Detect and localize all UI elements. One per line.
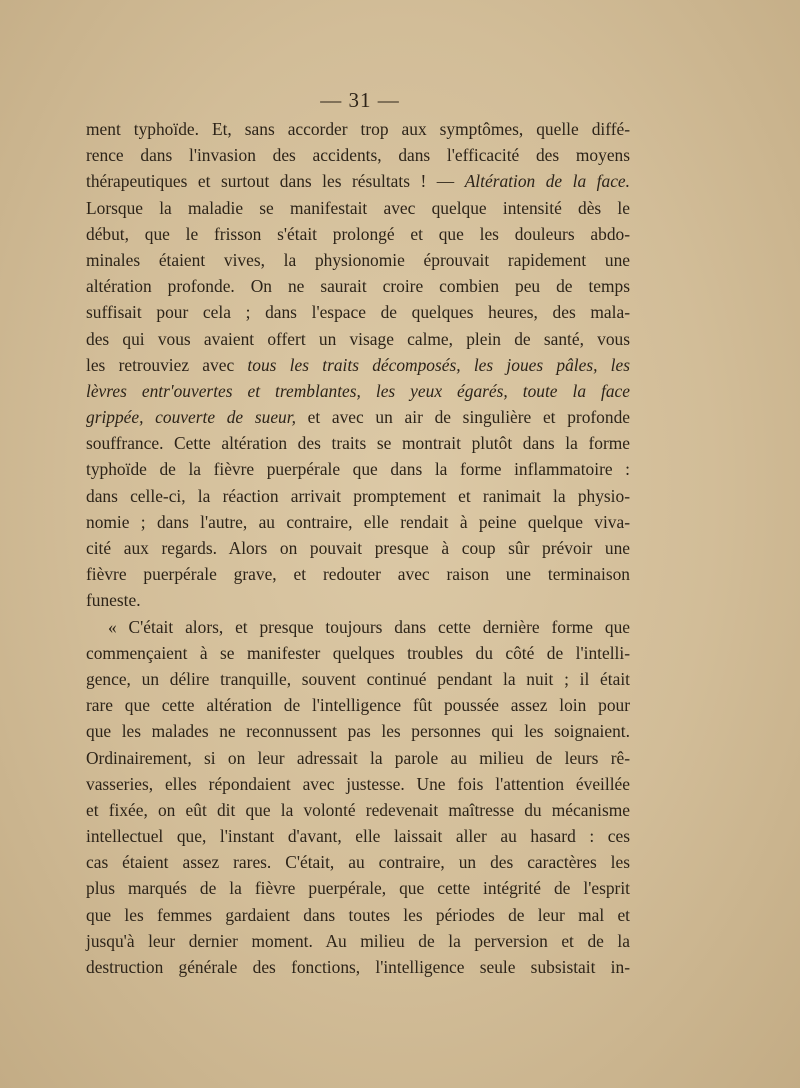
text-run: que les malades ne reconnussent pas les personnes qui les soignaient. [86,721,630,742]
text-run: plus marqués de la fièvre puerpérale, que cette intégrité de l'esprit [86,878,630,899]
text-line [86,954,630,980]
text-line [86,352,630,378]
text-run: souffrance. Cette altération des traits se montrait plutôt dans la forme [86,433,630,454]
text-line [86,823,630,849]
text-line [86,247,630,273]
text-line [86,692,630,718]
text-line [86,928,630,954]
text-run: dans celle-ci, la réaction arrivait promptement et ranimait la physio- [86,485,630,506]
text-line [86,273,630,299]
text-run: commençaient à se manifester quelques troubles du côté de l'intelli- [86,642,630,663]
text-line [86,614,630,640]
text-run: rence dans l'invasion des accidents, dans l'efficacité des moyens [86,145,630,166]
italic-text-run: lèvres entr'ouvertes et tremblantes, les yeux égarés, toute la face [86,380,630,401]
text-run: intellectuel que, l'instant d'avant, elle laissait aller au hasard : ces [86,826,630,847]
text-run: nomie ; dans l'autre, au contraire, elle rendait à peine quelque viva- [86,511,630,532]
text-line [86,902,630,928]
text-line [86,849,630,875]
body-text [86,116,630,980]
text-line [86,142,630,168]
text-run: gence, un délire tranquille, souvent continué pendant la nuit ; il était [86,668,630,689]
text-line [86,561,630,587]
text-line [86,875,630,901]
text-line [86,378,630,404]
text-run: Ordinairement, si on leur adressait la parole au milieu de leurs rê- [86,747,630,768]
text-run: les retrouviez avec [86,354,248,375]
text-line [86,771,630,797]
text-line [86,430,630,456]
text-line [86,535,630,561]
text-run: cas étaient assez rares. C'était, au contraire, un des caractères les [86,852,630,873]
text-line [86,718,630,744]
text-run: et avec un air de singulière et profonde [295,407,630,428]
text-line [86,666,630,692]
italic-text-run: Altération de la face. [464,171,630,192]
text-run: « C'était alors, et presque toujours dans cette dernière forme que [108,616,630,637]
text-run: destruction générale des fonctions, l'intelligence seule subsistait in- [86,957,630,977]
text-run: vasseries, elles répondaient avec justesse. Une fois l'attention éveillée [86,773,630,794]
text-line [86,168,630,194]
text-line [86,456,630,482]
text-run: minales étaient vives, la physionomie éprouvait rapidement une [86,249,630,270]
text-line [86,221,630,247]
text-line [86,195,630,221]
text-run: que les femmes gardaient dans toutes les périodes de leur mal et [86,904,630,925]
text-line [86,404,630,430]
text-run: et fixée, on eût dit que la volonté redevenait maîtresse du mécanisme [86,799,630,820]
text-line [86,116,630,142]
text-run: funeste. [86,590,141,611]
text-line [86,797,630,823]
text-run: rare que cette altération de l'intelligence fût poussée assez loin pour [86,695,630,716]
italic-text-run: grippée, couverte de sueur, [86,407,296,428]
text-run: cité aux regards. Alors on pouvait presque à coup sûr prévoir une [86,538,630,558]
text-run: thérapeutiques et surtout dans les résultats ! — [86,171,465,192]
text-run: jusqu'à leur dernier moment. Au milieu de la perversion et de la [86,930,630,951]
text-line [86,326,630,352]
text-run: altération profonde. On ne saurait croire combien peu de temps [86,276,630,297]
text-run: Lorsque la maladie se manifestait avec quelque intensité dès le [86,197,630,218]
text-line [86,745,630,771]
italic-text-run: tous les traits décomposés, les joues pâles, les [247,354,631,375]
text-run: ment typhoïde. Et, sans accorder trop aux symptômes, quelle diffé- [86,119,630,139]
page-number: — 31 — [320,88,400,112]
text-run: suffisait pour cela ; dans l'espace de quelques heures, des mala- [86,302,630,323]
text-line [86,509,630,535]
text-run: début, que le frisson s'était prolongé et que les douleurs abdo- [86,223,630,244]
text-line [86,299,630,325]
text-line [86,640,630,666]
text-run: typhoïde de la fièvre puerpérale que dans la forme inflammatoire : [86,459,630,480]
text-run: fièvre puerpérale grave, et redouter avec raison une terminaison [86,564,630,585]
text-line [86,483,630,509]
text-line [86,587,630,613]
text-run: des qui vous avaient offert un visage calme, plein de santé, vous [86,328,630,349]
